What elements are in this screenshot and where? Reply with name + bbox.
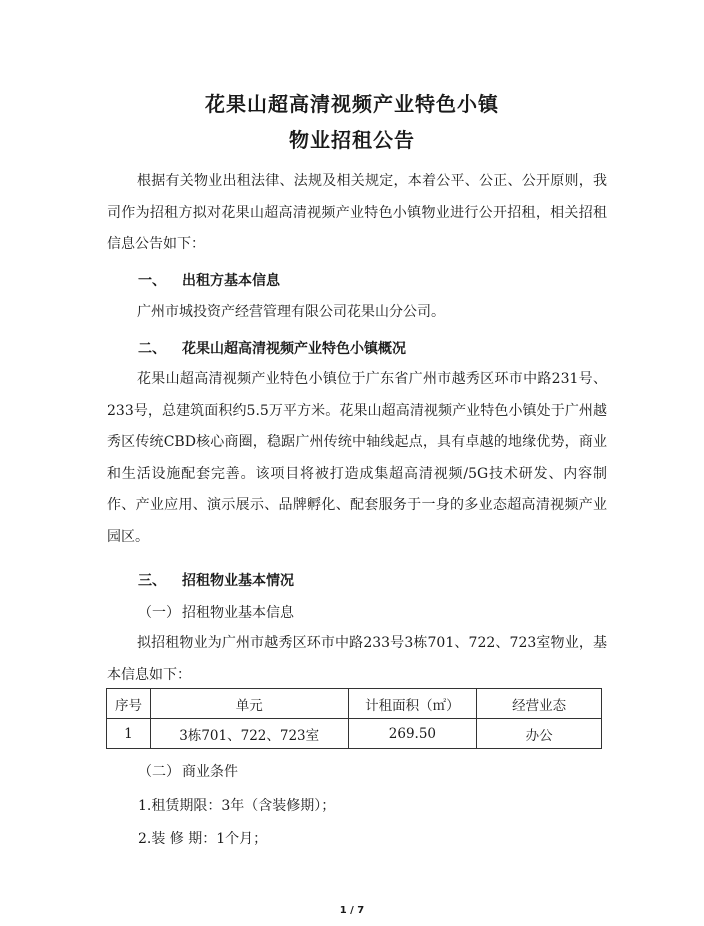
subsection-title: 招租物业基本信息: [182, 605, 294, 621]
section-number: 三、: [138, 573, 166, 589]
section-heading-3: [138, 570, 294, 590]
page-number: 1 / 7: [339, 905, 365, 916]
section-title: 花果山超高清视频产业特色小镇概况: [182, 341, 406, 357]
document-subtitle: 物业招租公告: [289, 128, 415, 152]
section-1-body: 广州市城投资产经营管理有限公司花果山分公司。: [137, 304, 445, 320]
table-header-cell: 单元: [150, 689, 348, 719]
property-info-table: [106, 688, 602, 749]
table-header-row: [107, 689, 602, 719]
section-title: 招租物业基本情况: [182, 573, 294, 589]
subsection-number: （一）: [138, 605, 180, 621]
table-cell: 1: [107, 719, 151, 749]
intro-paragraph: 根据有关物业出租法律、法规及相关规定，本着公平、公正、公开原则，我司作为招租方拟对花果山超高清视频产业特色小镇物业进行公开招租，相关招租信息公告如下：: [107, 173, 607, 252]
table-cell: 办公: [477, 719, 602, 749]
subsection-number: （二）: [138, 764, 180, 780]
table-header-cell: 计租面积（㎡）: [348, 689, 477, 719]
section-number: 一、: [138, 273, 166, 289]
table-header-cell: 经营业态: [477, 689, 602, 719]
section-2-body: 花果山超高清视频产业特色小镇位于广东省广州市越秀区环市中路231号、233号，总建筑面积约5.5万平方米。花果山超高清视频产业特色小镇处于广州越秀区传统CBD核心商圈，稳踞广州传统中轴线起点，具有卓越的地缘优势，商业和生活设施配套完善。该项目将被打造成集超高清视频/5G技术研发、内容制作、产业应用、演示展示、品牌孵化、配套服务于一身的多业态超高清视频产业园区。: [107, 371, 607, 545]
document-title: 花果山超高清视频产业特色小镇: [205, 92, 499, 116]
section-heading-2: [138, 338, 406, 358]
subsection-1-body: 拟招租物业为广州市越秀区环市中路233号3栋701、722、723室物业，基本信息如下：: [107, 635, 607, 683]
table-row: [107, 719, 602, 749]
table-header-cell: 序号: [107, 689, 151, 719]
condition-item-2: 2.装 修 期：1个月；: [138, 831, 268, 847]
table-cell: 269.50: [348, 719, 477, 749]
section-title: 出租方基本信息: [182, 273, 280, 289]
subsection-heading-1: [138, 602, 294, 622]
subsection-heading-2: [138, 761, 238, 781]
subsection-title: 商业条件: [182, 764, 238, 780]
table-cell: 3栋701、722、723室: [150, 719, 348, 749]
section-heading-1: [138, 270, 280, 290]
condition-item-1: 1.租赁期限：3年（含装修期）；: [138, 798, 336, 814]
section-number: 二、: [138, 341, 166, 357]
